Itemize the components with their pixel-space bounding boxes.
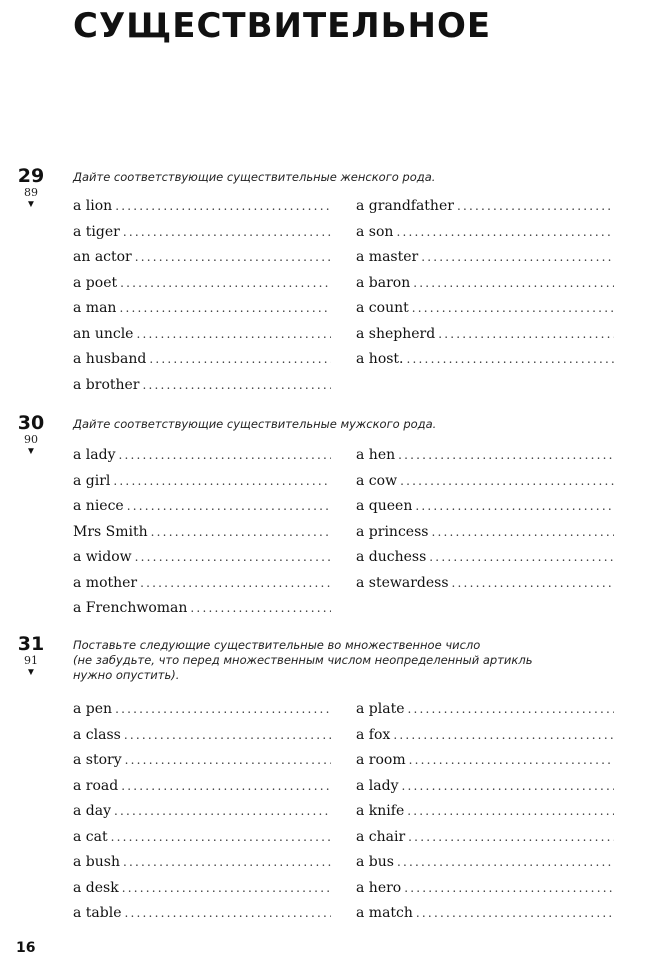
list-item (73, 571, 331, 597)
exercise-items (73, 194, 618, 398)
list-item (356, 571, 614, 597)
answer-blank[interactable] (431, 520, 614, 546)
answer-blank[interactable] (149, 347, 331, 373)
exercise-number-block (16, 413, 46, 458)
list-item (356, 220, 614, 246)
list-item (73, 469, 331, 495)
list-item (356, 723, 614, 749)
list-item (356, 799, 614, 825)
item-label: a match (356, 905, 413, 921)
list-item (356, 774, 614, 800)
list-item (73, 901, 331, 927)
instruction-line: нужно опустить). (73, 668, 180, 682)
exercise-reference: 91 (24, 654, 38, 667)
list-item (356, 347, 614, 373)
answer-blank[interactable] (120, 271, 331, 297)
answer-blank[interactable] (413, 271, 614, 297)
item-label: a bush (73, 854, 120, 870)
answer-blank[interactable] (421, 245, 614, 271)
answer-blank[interactable] (119, 443, 332, 469)
answer-blank[interactable] (123, 220, 331, 246)
list-item (356, 876, 614, 902)
instruction-line: Поставьте следующие существительные во множественное число (73, 638, 481, 652)
item-label: a tiger (73, 223, 120, 240)
item-label: a count (356, 300, 409, 316)
exercise-items (73, 697, 618, 927)
instruction-line: (не забудьте, что перед множественным числом неопределенный артикль (73, 653, 533, 667)
item-label: an uncle (73, 325, 134, 342)
list-item (356, 901, 614, 927)
instruction-line: Дайте соответствующие существительные мужского рода. (73, 417, 437, 431)
exercise-instructions (73, 417, 573, 432)
answer-blank[interactable] (119, 296, 331, 322)
list-item (73, 825, 331, 851)
answer-blank[interactable] (397, 850, 614, 876)
list-item (356, 322, 614, 348)
answer-blank[interactable] (115, 697, 331, 723)
list-item (356, 545, 614, 571)
item-label: a story (73, 752, 122, 768)
answer-blank[interactable] (111, 825, 331, 851)
answer-blank[interactable] (396, 220, 614, 246)
answer-blank[interactable] (393, 723, 614, 749)
list-item (73, 296, 331, 322)
list-item (73, 774, 331, 800)
item-label: a master (356, 249, 419, 265)
exercise-number: 31 (17, 633, 45, 655)
list-item (73, 799, 331, 825)
answer-blank[interactable] (452, 571, 614, 597)
answer-blank[interactable] (416, 901, 614, 927)
item-label: a grandfather (356, 198, 454, 214)
exercise-instructions (73, 638, 573, 683)
answer-blank[interactable] (429, 545, 614, 571)
exercise-reference: 90 (24, 433, 38, 446)
item-label: a table (73, 905, 122, 921)
answer-blank[interactable] (143, 373, 332, 399)
exercise-items (73, 443, 618, 622)
list-item (73, 494, 331, 520)
answer-blank[interactable] (135, 545, 331, 571)
answer-blank[interactable] (407, 347, 614, 373)
item-label: a knife (356, 803, 405, 819)
answer-blank[interactable] (408, 825, 614, 851)
item-label: a brother (73, 376, 140, 393)
answer-blank[interactable] (412, 296, 614, 322)
answer-blank[interactable] (400, 469, 614, 495)
answer-blank[interactable] (402, 774, 615, 800)
answer-blank[interactable] (127, 494, 331, 520)
answer-blank[interactable] (113, 469, 331, 495)
item-label: a lady (73, 447, 116, 463)
answer-blank[interactable] (457, 194, 614, 220)
item-label: a duchess (356, 549, 427, 565)
item-label: a fox (356, 726, 391, 743)
list-item (356, 697, 614, 723)
answer-blank[interactable] (124, 723, 331, 749)
item-label: an actor (73, 249, 132, 265)
list-item (356, 194, 614, 220)
item-label: a pen (73, 701, 113, 717)
page-title: СУЩЕСТВИТЕЛЬНОЕ (73, 6, 492, 46)
answer-blank[interactable] (415, 494, 614, 520)
list-item (73, 850, 331, 876)
list-item (356, 469, 614, 495)
item-label: a lady (356, 777, 399, 794)
exercise-instructions (73, 170, 573, 185)
item-label: a princess (356, 523, 429, 540)
answer-blank[interactable] (122, 876, 331, 902)
list-item (356, 271, 614, 297)
list-item (73, 373, 331, 399)
item-label: a desk (73, 879, 119, 896)
item-label: a room (356, 752, 406, 768)
list-item (356, 296, 614, 322)
down-triangle-icon: ▼ (26, 667, 36, 678)
list-item (356, 850, 614, 876)
list-item (73, 194, 331, 220)
item-label: a widow (73, 549, 132, 565)
exercise-reference: 89 (24, 186, 38, 199)
answer-blank[interactable] (125, 901, 332, 927)
answer-blank[interactable] (135, 245, 331, 271)
exercise-number: 29 (17, 165, 45, 187)
answer-blank[interactable] (115, 194, 331, 220)
answer-blank[interactable] (125, 748, 331, 774)
list-item (73, 347, 331, 373)
answer-blank[interactable] (407, 799, 614, 825)
exercise-number-block (16, 166, 46, 211)
list-item (356, 443, 614, 469)
list-item (73, 271, 331, 297)
list-item (356, 748, 614, 774)
item-label: a shepherd (356, 325, 436, 342)
list-item (356, 245, 614, 271)
answer-blank[interactable] (404, 876, 614, 902)
item-label: a stewardess (356, 574, 449, 591)
item-label: a man (73, 300, 117, 316)
list-item (73, 245, 331, 271)
answer-blank[interactable] (140, 571, 331, 597)
down-triangle-icon: ▼ (26, 446, 36, 457)
list-item (73, 220, 331, 246)
item-label: a host. (356, 351, 404, 367)
instruction-line: Дайте соответствующие существительные женского рода. (73, 170, 436, 184)
item-label: a girl (73, 472, 111, 489)
item-label: a queen (356, 498, 413, 514)
list-item (73, 545, 331, 571)
answer-blank[interactable] (398, 443, 614, 469)
item-label: a cow (356, 472, 398, 489)
item-label: a son (356, 223, 394, 240)
item-label: a plate (356, 701, 405, 717)
list-item (73, 322, 331, 348)
list-item (73, 596, 331, 622)
exercise-number: 30 (17, 412, 45, 434)
item-label: a cat (73, 828, 108, 845)
list-item (356, 520, 614, 546)
list-item (73, 876, 331, 902)
list-item (73, 723, 331, 749)
list-item (356, 825, 614, 851)
answer-blank[interactable] (438, 322, 614, 348)
item-label: a chair (356, 828, 406, 845)
answer-blank[interactable] (408, 697, 615, 723)
item-label: a mother (73, 574, 138, 591)
list-item (73, 748, 331, 774)
answer-blank[interactable] (121, 774, 331, 800)
item-label: a hero (356, 879, 402, 896)
item-label: Mrs Smith (73, 523, 148, 540)
item-label: a husband (73, 351, 147, 367)
list-item (73, 520, 331, 546)
item-label: a niece (73, 498, 124, 514)
down-triangle-icon: ▼ (26, 199, 36, 210)
item-label: a Frenchwoman (73, 600, 188, 616)
list-item (356, 494, 614, 520)
answer-blank[interactable] (151, 520, 331, 546)
item-label: a poet (73, 274, 118, 291)
item-label: a day (73, 803, 112, 819)
page-number: 16 (16, 940, 36, 956)
item-label: a class (73, 726, 121, 743)
exercise-number-block (16, 634, 46, 679)
item-label: a road (73, 777, 119, 794)
answer-blank[interactable] (114, 799, 331, 825)
list-item (73, 443, 331, 469)
answer-blank[interactable] (190, 596, 331, 622)
item-label: a lion (73, 198, 113, 214)
item-label: a bus (356, 854, 394, 870)
answer-blank[interactable] (123, 850, 331, 876)
item-label: a hen (356, 447, 396, 463)
list-item (73, 697, 331, 723)
answer-blank[interactable] (136, 322, 331, 348)
item-label: a baron (356, 274, 411, 291)
answer-blank[interactable] (409, 748, 614, 774)
